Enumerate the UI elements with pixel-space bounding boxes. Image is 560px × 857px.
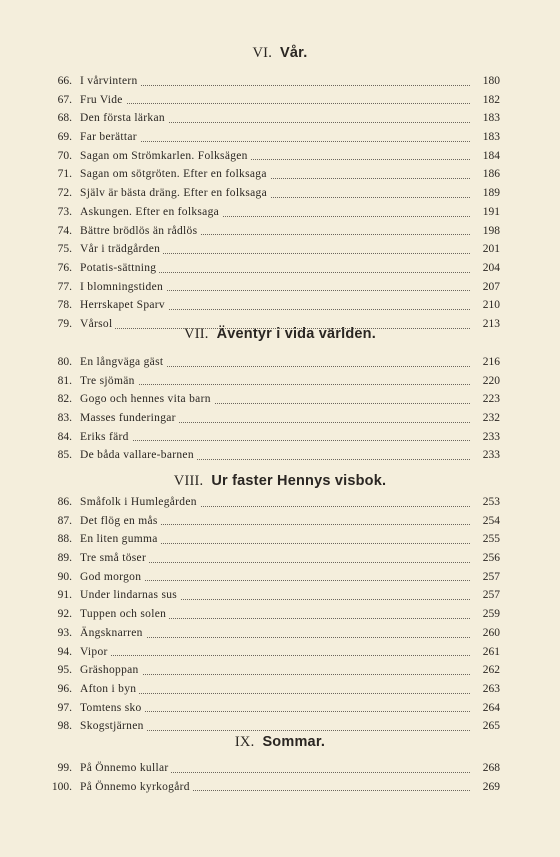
- entry-number: 96.: [57, 682, 72, 695]
- entry-page-number: 261: [482, 645, 500, 658]
- entry-number: 85.: [57, 449, 72, 462]
- entry-number: 71.: [57, 168, 72, 181]
- entry-title: [80, 91, 470, 110]
- entry-number: 86.: [57, 496, 72, 508]
- entry-page-number: 180: [482, 75, 500, 87]
- entry-title: [80, 128, 470, 147]
- entry-number: 69.: [57, 131, 72, 144]
- entry-page-number: 268: [482, 762, 500, 774]
- entry-title-text: Tuppen och solen: [80, 608, 169, 620]
- toc-entry: [0, 699, 560, 718]
- entry-page-number: 182: [482, 93, 500, 106]
- entry-title: [80, 680, 470, 699]
- entry-page-number: 184: [482, 149, 500, 162]
- entry-title-text: Tre sjömän: [80, 375, 138, 387]
- entry-number: 79.: [57, 317, 72, 330]
- entry-title: [80, 165, 470, 184]
- toc-entry: [0, 661, 560, 680]
- entry-page-number: 198: [482, 224, 500, 237]
- entry-title: [80, 372, 470, 391]
- entry-title: [80, 605, 470, 624]
- toc-entry: [0, 512, 560, 531]
- entry-title: [80, 203, 470, 222]
- entry-number: 92.: [57, 608, 72, 621]
- toc-entry: [0, 203, 560, 222]
- entry-number: 66.: [57, 75, 72, 87]
- entry-page-number: 259: [482, 608, 500, 621]
- entry-page-number: 232: [482, 412, 500, 425]
- entry-number: 94.: [57, 645, 72, 658]
- entry-number: 88.: [57, 533, 72, 546]
- entry-page-number: 216: [482, 356, 500, 368]
- entry-page-number: 183: [482, 112, 500, 125]
- section-number: VIII.: [173, 473, 204, 489]
- toc-entry: [0, 530, 560, 549]
- entry-title-text: Eriks färd: [80, 431, 132, 443]
- entry-page-number: 213: [482, 317, 500, 330]
- entry-title: [80, 530, 470, 549]
- toc-entry: [0, 643, 560, 662]
- entry-title-text: Själv är bästa dräng. Efter en folksaga: [80, 187, 270, 199]
- entry-number: 100.: [51, 780, 72, 793]
- toc-entry: [0, 372, 560, 391]
- toc-entry: [0, 296, 560, 315]
- toc-entry: [0, 778, 560, 797]
- entry-title: [80, 259, 470, 278]
- toc-entry: [0, 549, 560, 568]
- entry-title: [80, 549, 470, 568]
- toc-entry: [0, 605, 560, 624]
- entry-title: [80, 222, 470, 241]
- entry-page-number: 265: [482, 720, 500, 733]
- entry-title: [80, 661, 470, 680]
- section-number: IX.: [234, 734, 255, 750]
- entry-page-number: 183: [482, 131, 500, 144]
- toc-entry: [0, 259, 560, 278]
- entry-page-number: 233: [482, 449, 500, 462]
- entry-title: [80, 296, 470, 315]
- entry-title-text: Vår i trädgården: [80, 243, 163, 255]
- entry-title-text: På Önnemo kullar: [80, 762, 171, 774]
- entry-title-text: Bättre brödlös än rådlös: [80, 225, 200, 237]
- entry-title-text: Gräshoppan: [80, 664, 142, 676]
- toc-entry: [0, 128, 560, 147]
- section-entries: [0, 493, 560, 736]
- entry-number: 72.: [57, 187, 72, 200]
- entry-title: [80, 512, 470, 531]
- section-title: Äventyr i vida världen.: [216, 326, 376, 342]
- entry-title-text: Ängsknarren: [80, 627, 146, 639]
- entry-title-text: De båda vallare-barnen: [80, 449, 197, 461]
- toc-entry: [0, 91, 560, 110]
- entry-title: [80, 278, 470, 297]
- toc-entry: [0, 147, 560, 166]
- section-number: VI.: [252, 45, 273, 61]
- section-entries: [0, 759, 560, 796]
- section-heading: [0, 470, 560, 492]
- toc-entry: [0, 240, 560, 259]
- entry-title: [80, 315, 470, 334]
- entry-number: 84.: [57, 430, 72, 443]
- entry-title: [80, 409, 470, 428]
- toc-entry: [0, 165, 560, 184]
- entry-title: [80, 72, 470, 91]
- entry-title-text: En långväga gäst: [80, 356, 166, 368]
- entry-title: [80, 446, 470, 465]
- entry-number: 80.: [57, 356, 72, 368]
- toc-entry: [0, 568, 560, 587]
- entry-number: 70.: [57, 149, 72, 162]
- entry-page-number: 207: [482, 280, 500, 293]
- toc-entry: [0, 390, 560, 409]
- entry-title-text: Far berättar: [80, 131, 140, 143]
- entry-page-number: 263: [482, 682, 500, 695]
- entry-number: 82.: [57, 393, 72, 406]
- entry-title: [80, 568, 470, 587]
- entry-number: 95.: [57, 664, 72, 677]
- entry-title: [80, 759, 470, 778]
- entry-page-number: 220: [482, 374, 500, 387]
- entry-number: 68.: [57, 112, 72, 125]
- entry-title: [80, 147, 470, 166]
- entry-page-number: 201: [482, 243, 500, 256]
- entry-title: [80, 109, 470, 128]
- entry-title: [80, 624, 470, 643]
- entry-number: 78.: [57, 299, 72, 312]
- entry-number: 81.: [57, 374, 72, 387]
- entry-title: [80, 717, 470, 736]
- entry-number: 98.: [57, 720, 72, 733]
- entry-page-number: 257: [482, 570, 500, 583]
- toc-entry: [0, 72, 560, 91]
- entry-title: [80, 586, 470, 605]
- entry-title-text: God morgon: [80, 571, 144, 583]
- entry-page-number: 262: [482, 664, 500, 677]
- entry-page-number: 269: [482, 780, 500, 793]
- toc-entry: [0, 759, 560, 778]
- entry-title-text: Herrskapet Sparv: [80, 299, 168, 311]
- entry-title-text: Skogstjärnen: [80, 720, 147, 732]
- entry-title: [80, 699, 470, 718]
- entry-title-text: På Önnemo kyrkogård: [80, 781, 193, 793]
- entry-title-text: Vipor: [80, 646, 111, 658]
- section-heading: [0, 42, 560, 64]
- entry-page-number: 254: [482, 514, 500, 527]
- entry-page-number: 210: [482, 299, 500, 312]
- entry-title-text: Fru Vide: [80, 94, 126, 106]
- entry-title-text: Tre små töser: [80, 552, 149, 564]
- toc-entry: [0, 278, 560, 297]
- entry-page-number: 189: [482, 187, 500, 200]
- entry-title-text: Masses funderingar: [80, 412, 179, 424]
- entry-title-text: En liten gumma: [80, 533, 161, 545]
- entry-title: [80, 353, 470, 372]
- entry-number: 90.: [57, 570, 72, 583]
- entry-number: 99.: [57, 762, 72, 774]
- entry-title-text: Det flög en mås: [80, 515, 161, 527]
- section-entries: [0, 72, 560, 334]
- entry-page-number: 233: [482, 430, 500, 443]
- toc-entry: [0, 353, 560, 372]
- entry-title-text: Potatis-sättning: [80, 262, 159, 274]
- toc-entry: [0, 109, 560, 128]
- entry-page-number: 255: [482, 533, 500, 546]
- entry-page-number: 256: [482, 552, 500, 565]
- entry-number: 83.: [57, 412, 72, 425]
- entry-title-text: Askungen. Efter en folksaga: [80, 206, 222, 218]
- entry-title-text: Småfolk i Humlegården: [80, 496, 200, 508]
- entry-title: [80, 184, 470, 203]
- entry-page-number: 253: [482, 496, 500, 508]
- toc-entry: [0, 446, 560, 465]
- toc-entry: [0, 493, 560, 512]
- entry-title-text: Vårsol: [80, 318, 115, 330]
- entry-number: 73.: [57, 205, 72, 218]
- toc-entry: [0, 222, 560, 241]
- section-title: Vår.: [280, 45, 308, 61]
- entry-number: 67.: [57, 93, 72, 106]
- entry-page-number: 204: [482, 261, 500, 274]
- entry-page-number: 223: [482, 393, 500, 406]
- section-title: Sommar.: [262, 734, 326, 750]
- toc-entry: [0, 680, 560, 699]
- section-entries: [0, 353, 560, 465]
- entry-number: 93.: [57, 626, 72, 639]
- entry-title-text: Sagan om Strömkarlen. Folksägen: [80, 150, 251, 162]
- entry-number: 75.: [57, 243, 72, 256]
- entry-page-number: 260: [482, 626, 500, 639]
- entry-title: [80, 240, 470, 259]
- entry-title-text: Under lindarnas sus: [80, 589, 180, 601]
- entry-title: [80, 493, 470, 512]
- toc-entry: [0, 586, 560, 605]
- entry-title-text: I blomningstiden: [80, 281, 166, 293]
- entry-number: 77.: [57, 280, 72, 293]
- entry-title-text: Gogo och hennes vita barn: [80, 393, 214, 405]
- entry-number: 87.: [57, 514, 72, 527]
- entry-title-text: Tomtens sko: [80, 702, 145, 714]
- entry-title-text: Den första lärkan: [80, 112, 168, 124]
- entry-title: [80, 643, 470, 662]
- entry-title-text: Sagan om sötgröten. Efter en folksaga: [80, 168, 270, 180]
- entry-page-number: 191: [482, 205, 500, 218]
- section-number: VII.: [184, 326, 209, 342]
- section-vi: [0, 42, 560, 330]
- entry-number: 97.: [57, 701, 72, 714]
- entry-title: [80, 778, 470, 797]
- entry-title: [80, 428, 470, 447]
- entry-page-number: 257: [482, 589, 500, 602]
- entry-number: 89.: [57, 552, 72, 565]
- section-title: Ur faster Hennys visbok.: [211, 473, 387, 489]
- entry-title-text: Afton i byn: [80, 683, 139, 695]
- entry-number: 76.: [57, 261, 72, 274]
- entry-number: 91.: [57, 589, 72, 602]
- entry-title: [80, 390, 470, 409]
- section-viii: [0, 470, 560, 733]
- entry-number: 74.: [57, 224, 72, 237]
- entry-page-number: 186: [482, 168, 500, 181]
- toc-entry: [0, 409, 560, 428]
- toc-entry: [0, 184, 560, 203]
- entry-title-text: I vårvintern: [80, 75, 141, 87]
- toc-entry: [0, 624, 560, 643]
- toc-entry: [0, 428, 560, 447]
- entry-page-number: 264: [482, 701, 500, 714]
